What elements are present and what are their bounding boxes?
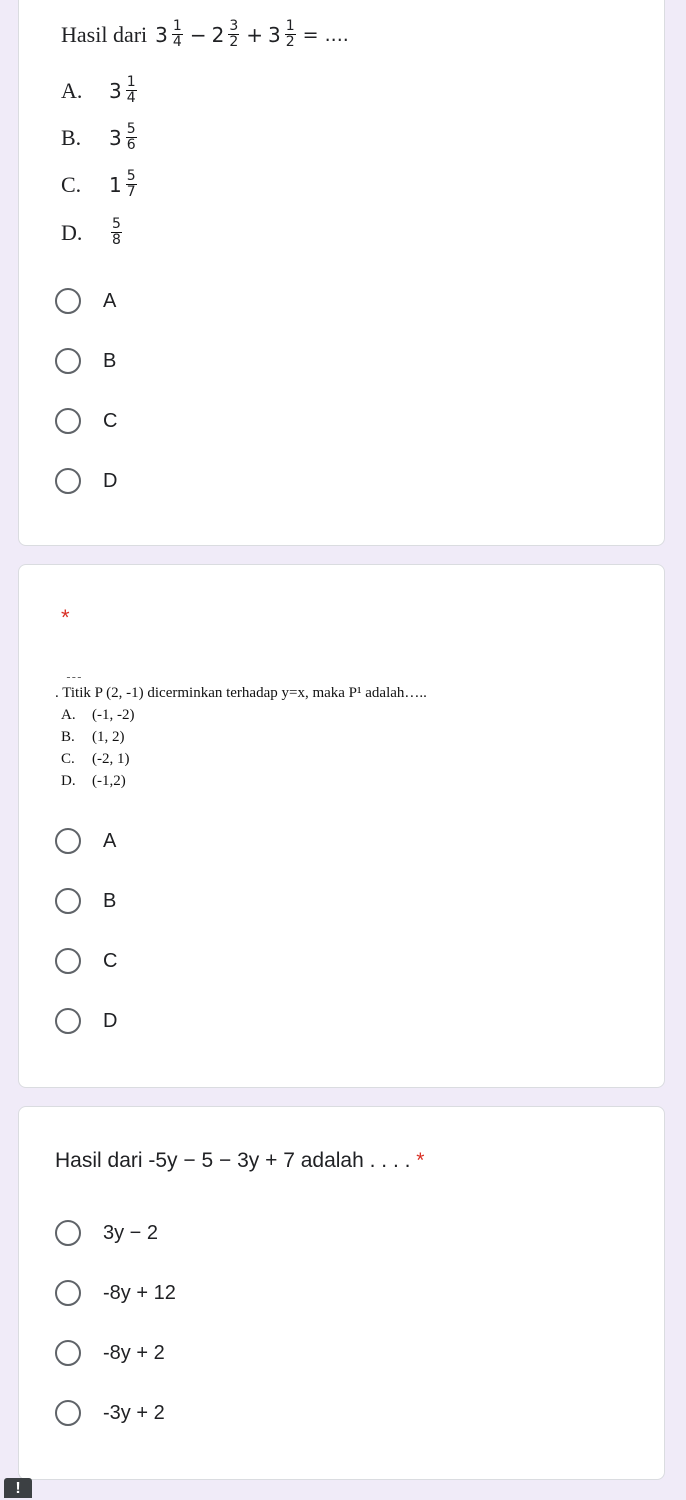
radio-option-d[interactable]: D xyxy=(55,1008,117,1034)
radio-option-d[interactable]: D xyxy=(55,468,117,494)
question-2-option-a: A. (-1, -2) xyxy=(61,707,135,723)
question-2-header: . Titik P (2, -1) dicerminkan terhadap y=x, maka P¹ adalah….. xyxy=(55,685,427,701)
question-2-option-c: C. (-2, 1) xyxy=(61,751,130,767)
radio-option-4[interactable]: -3y + 2 xyxy=(55,1400,165,1426)
question-3-title: Hasil dari -5y − 5 − 3y + 7 adalah . . . . * xyxy=(55,1149,425,1172)
radio-circle[interactable] xyxy=(55,828,81,854)
cutoff-text: ـ ـ ـ xyxy=(67,670,81,681)
radio-option-c[interactable]: C xyxy=(55,408,117,434)
question-1-option-a: A. 3 $\frac{1}{4}$ xyxy=(61,74,136,106)
radio-circle[interactable] xyxy=(55,1008,81,1034)
radio-circle[interactable] xyxy=(55,1220,81,1246)
radio-option-b[interactable]: B xyxy=(55,348,116,374)
radio-circle[interactable] xyxy=(55,948,81,974)
question-card-1 xyxy=(18,0,665,546)
question-2-image-text xyxy=(55,685,427,790)
required-asterisk: * xyxy=(61,605,70,630)
radio-circle[interactable] xyxy=(55,468,81,494)
radio-circle[interactable] xyxy=(55,348,81,374)
radio-circle[interactable] xyxy=(55,288,81,314)
question-2-option-b: B. (1, 2) xyxy=(61,729,125,745)
question-card-3 xyxy=(18,1106,665,1480)
question-1-image-text: Hasil dari 3 $\frac{1}{4}$ − 2 $\frac{3}{2}$ + 3 $\frac{1}{2}$ = .... xyxy=(61,18,349,50)
radio-option-b[interactable]: B xyxy=(55,888,116,914)
radio-circle[interactable] xyxy=(55,1340,81,1366)
term-1: 3 $\frac{1}{4}$ xyxy=(155,18,182,50)
question-card-2 xyxy=(18,564,665,1088)
term-3: 3 $\frac{1}{2}$ xyxy=(268,18,295,50)
question-1-option-d: D. $\frac{5}{8}$ xyxy=(61,216,121,248)
question-1-option-c: C. 1 $\frac{5}{7}$ xyxy=(61,168,136,200)
radio-circle[interactable] xyxy=(55,888,81,914)
radio-option-1[interactable]: 3y − 2 xyxy=(55,1220,158,1246)
radio-circle[interactable] xyxy=(55,1280,81,1306)
radio-option-a[interactable]: A xyxy=(55,828,116,854)
question-1-option-b: B. 3 $\frac{5}{6}$ xyxy=(61,121,136,153)
radio-option-a[interactable]: A xyxy=(55,288,116,314)
term-2: 2 $\frac{3}{2}$ xyxy=(211,18,239,50)
radio-option-2[interactable]: -8y + 12 xyxy=(55,1280,176,1306)
alert-icon[interactable]: ! xyxy=(4,1478,32,1498)
radio-circle[interactable] xyxy=(55,408,81,434)
radio-option-c[interactable]: C xyxy=(55,948,117,974)
radio-option-3[interactable]: -8y + 2 xyxy=(55,1340,165,1366)
question-2-option-d: D. (-1,2) xyxy=(61,773,126,789)
radio-circle[interactable] xyxy=(55,1400,81,1426)
required-asterisk: * xyxy=(416,1149,425,1172)
question-1-prefix: Hasil dari xyxy=(61,21,148,47)
